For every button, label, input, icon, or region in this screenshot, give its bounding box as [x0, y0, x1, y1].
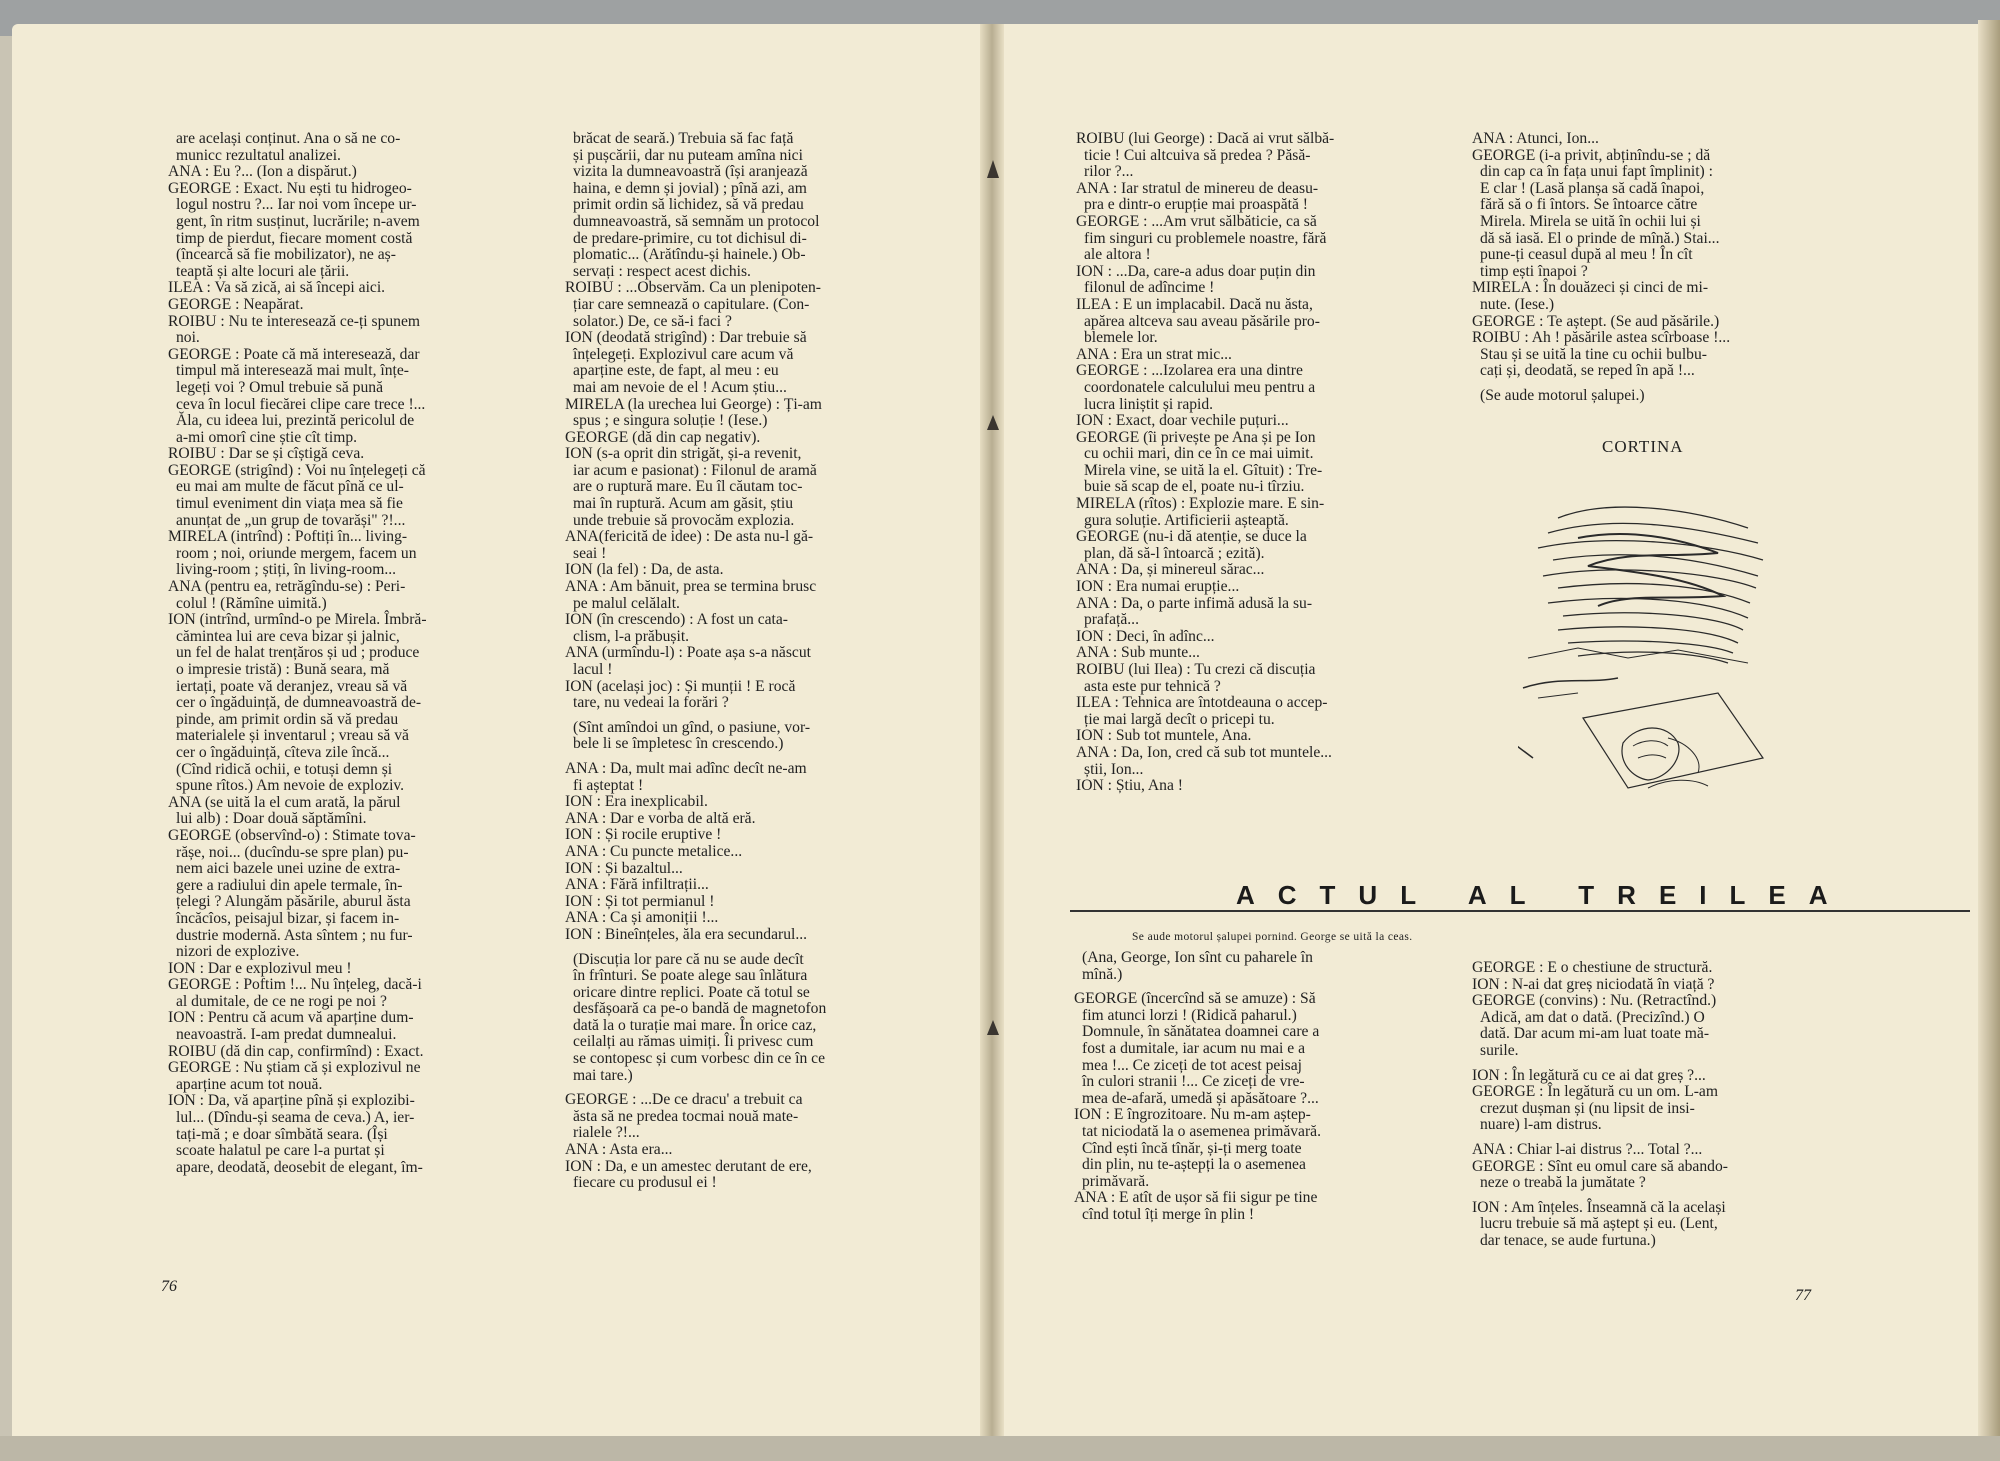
text-line: blemele lor.	[1084, 329, 1158, 347]
text-line: MIRELA (la urechea lui George) : Ți-am	[565, 395, 822, 413]
text-line: desfășoară ca pe-o bandă de magnetofon	[573, 1000, 827, 1018]
sketch-illustration	[1518, 488, 1773, 833]
text-line: filonul de adîncime !	[1084, 279, 1215, 297]
text-line: tare, nu vedeai la forări ?	[573, 694, 729, 712]
text-line: ION (deodată strigînd) : Dar trebuie să	[565, 329, 807, 347]
text-line: Ăla, cu ideea lui, prezintă pericolul de	[176, 412, 415, 430]
text-line: cămintea lui are ceva bizar și jalnic,	[176, 627, 400, 645]
text-line: mînă.)	[1082, 965, 1123, 983]
text-line: ăsta să ne predea tocmai nouă mate-	[573, 1107, 799, 1125]
text-line: ION : Și tot permianul !	[565, 892, 715, 910]
text-line: crezut dușman și (nu lipsit de insi-	[1480, 1099, 1695, 1117]
text-line: primăvară.	[1082, 1172, 1150, 1190]
text-line: țelegi ? Alungăm păsările, aburul ăsta	[176, 893, 411, 911]
text-line: mai în ruptură. Acum am găsit, știu	[573, 495, 794, 513]
text-line: (Ana, George, Ion sînt cu paharele în	[1082, 949, 1313, 966]
text-line: ION : Pentru că acum vă aparține dum-	[168, 1009, 414, 1027]
text-line: rilor ?...	[1084, 163, 1134, 181]
text-line: GEORGE : ...Izolarea era una dintre	[1076, 362, 1303, 380]
text-line: E clar ! (Lasă planșa să cadă înapoi,	[1480, 179, 1705, 197]
text-line: ION : Da, e un amestec derutant de ere,	[565, 1157, 812, 1175]
text-line: ION : N-ai dat greș niciodată în viață ?	[1472, 975, 1715, 993]
text-line: room ; noi, oriunde mergem, facem un	[176, 544, 417, 562]
text-line: municc rezultatul analizei.	[176, 146, 341, 164]
page-number-right: 77	[1795, 1287, 1811, 1304]
text-line: Cînd ești încă tînăr, și-ți merg toate	[1082, 1139, 1302, 1157]
text-line: rialele ?!...	[573, 1124, 640, 1142]
page-number-left: 76	[161, 1278, 177, 1295]
text-line: ANA : Da, mult mai adînc decît ne-am	[565, 759, 807, 777]
text-line: neavoastră. I-am predat dumnealui.	[176, 1026, 397, 1044]
text-line: dă să iasă. El o prinde de mînă.) Stai...	[1480, 229, 1720, 247]
text-line: gura soluție. Artificierii așteaptă.	[1084, 511, 1289, 529]
text-line: lul... (Dîndu-și seama de ceva.) A, ier-	[176, 1109, 415, 1127]
text-line: brăcat de seară.) Trebuia să fac față	[573, 130, 794, 147]
text-line: ANA : Ca și amoniții !...	[565, 909, 719, 927]
text-line: ANA : Am bănuit, prea se termina brusc	[565, 578, 817, 596]
text-line: ION : Exact, doar vechile puțuri...	[1076, 412, 1289, 430]
text-line: fi așteptat !	[573, 776, 644, 794]
text-line: GEORGE (i-a privit, abținîndu-se ; dă	[1472, 146, 1711, 164]
text-line: surile.	[1480, 1041, 1519, 1059]
text-line: Adică, am dat o dată. (Precizînd.) O	[1480, 1008, 1705, 1026]
curtain-label: CORTINA	[1602, 437, 1684, 456]
text-line: ION : Era numai erupție...	[1076, 578, 1240, 596]
text-line: lui alb) : Doar două săptămîni.	[176, 810, 367, 828]
text-line: plomatic... (Arătîndu-și hainele.) Ob-	[573, 246, 806, 264]
text-line: timp ești înapoi ?	[1480, 262, 1588, 280]
text-line: apărea altceva sau aveau păsările pro-	[1084, 312, 1320, 330]
text-line: coordonatele calculului meu pentru a	[1084, 378, 1316, 396]
text-line: (Se aude motorul șalupei.)	[1480, 386, 1645, 404]
text-line: ROIBU : Nu te interesează ce-ți spunem	[168, 312, 421, 330]
text-line: GEORGE (strigînd) : Voi nu înțelegeți că	[168, 461, 426, 479]
text-line: dată. Dar acum mi-am luat toate mă-	[1480, 1025, 1710, 1043]
text-line: ION : Și rocile eruptive !	[565, 826, 722, 844]
text-line: fim atunci lorzi ! (Ridică paharul.)	[1082, 1006, 1297, 1024]
text-line: gere a radiului din apele termale, în-	[176, 876, 403, 894]
act-title-rule	[1070, 910, 1970, 912]
text-line: pune-ți ceasul după al meu ! În cît	[1480, 246, 1693, 264]
text-line: iar acum e pasionat) : Filonul de aramă	[573, 461, 817, 479]
background-bottom	[0, 1436, 2000, 1461]
text-line: un fel de halat trențăros și ud ; produce	[176, 644, 420, 662]
text-line: (Cînd ridică ochii, e totuși demn și	[176, 760, 393, 778]
text-line: lucru trebuie să mă aștept și eu. (Lent,	[1480, 1215, 1718, 1233]
gutter-binding-marks	[982, 160, 1004, 1060]
text-line: GEORGE : Te aștept. (Se aud păsările.)	[1472, 312, 1720, 330]
text-line: ție mai largă decît o pricepi tu.	[1084, 710, 1275, 728]
text-line: teaptă și alte locuri ale țării.	[176, 262, 350, 280]
text-line: ANA(fericită de idee) : De asta nu-l gă-	[565, 528, 814, 546]
text-line: scoate halatul pe care l-a purtat și	[176, 1142, 385, 1160]
text-line: mai am nevoie de el ! Acum știu...	[573, 378, 787, 396]
text-line: ANA : Chiar l-ai distrus ?... Total ?...	[1472, 1140, 1703, 1158]
text-line: aparține acum tot nouă.	[176, 1075, 323, 1093]
text-line: cați și, deodată, se reped în apă !...	[1480, 362, 1695, 380]
text-line: seai !	[573, 544, 607, 562]
text-line: ANA : Sub munte...	[1076, 644, 1200, 662]
text-line: living-room ; știți, în living-room...	[176, 561, 397, 579]
text-line: ION (intrînd, urmînd-o pe Mirela. Îmbră-	[168, 611, 427, 629]
text-line: solator.) De, ce să-i faci ?	[573, 312, 732, 330]
text-line: ceilalți au rămas uimiți. Îi privesc cum	[573, 1033, 814, 1051]
text-line: primit ordin să lichidez, să vă predau	[573, 196, 804, 214]
text-line: are același conținut. Ana o să ne co-	[176, 130, 401, 147]
text-line: pe malul celălalt.	[573, 594, 680, 612]
text-line: timpul mă interesează mai mult, înțe-	[176, 362, 409, 380]
text-line: ION : Știu, Ana !	[1076, 777, 1183, 795]
text-line: plan, dă să-l întoarcă ; ezită).	[1084, 544, 1265, 562]
text-line: legeți voi ? Omul trebuie să pună	[176, 378, 383, 396]
text-line: cer o îngăduință, de dumneavoastră de-	[176, 694, 422, 712]
binding-mark	[987, 1020, 999, 1035]
text-line: MIRELA : În douăzeci și cinci de mi-	[1472, 279, 1709, 297]
text-line: nute. (Iese.)	[1480, 295, 1555, 313]
text-line: Mirela. Mirela se uită în ochii lui și	[1480, 212, 1701, 230]
text-line: ANA (urmîndu-l) : Poate așa s-a născut	[565, 644, 811, 662]
text-column-1	[168, 131, 506, 1176]
text-line: ION : ...Da, care-a adus doar puțin din	[1076, 262, 1316, 280]
text-column-6	[1472, 960, 1817, 1250]
text-line: oricare dintre replici. Poate că totul se	[573, 983, 810, 1001]
text-line: servați : respect acest dichis.	[573, 262, 751, 280]
text-line: dumneavoastră, să semnăm un protocol	[573, 212, 820, 230]
text-column-4	[1472, 131, 1817, 405]
text-line: MIRELA (rîtos) : Explozie mare. E sin-	[1076, 495, 1325, 513]
text-line: ceva în locul fiecărei clipe care trece !...	[176, 395, 426, 413]
text-line: spune rîtos.) Am nevoie de exploziv.	[176, 777, 405, 795]
text-line: (încearcă să fie mobilizator), ne aș-	[176, 246, 396, 264]
binding-mark	[987, 160, 999, 178]
text-line: buie să scap de el, poate nu-i tîrziu.	[1084, 478, 1305, 496]
text-line: ION : Am înțeles. Înseamnă că la același	[1472, 1198, 1726, 1216]
text-line: prafață...	[1084, 611, 1139, 629]
binding-mark	[987, 415, 999, 430]
text-line: ION (același joc) : Și munții ! E rocă	[565, 677, 796, 695]
text-line: ANA : Dar e vorba de altă eră.	[565, 809, 756, 827]
text-line: GEORGE : Nu știam că și explozivul ne	[168, 1059, 421, 1077]
text-line: fim singuri cu problemele noastre, fără	[1084, 229, 1327, 247]
text-line: cu ochii mari, din ce în ce mai uimit.	[1084, 445, 1314, 463]
text-line: dustrie modernă. Asta sîntem ; nu fur-	[176, 926, 413, 944]
text-line: GEORGE : E o chestiune de structură.	[1472, 959, 1713, 976]
text-line: tați-mă ; e doar sîmbătă seara. (Își	[176, 1125, 388, 1143]
text-line: ION (s-a oprit din strigăt, și-a revenit,	[565, 445, 802, 463]
text-line: ILEA : Va să zică, ai să începi aici.	[168, 279, 386, 297]
text-line: fost a dumitale, iar acum nu mai e a	[1082, 1039, 1305, 1057]
text-line: ROIBU : Ah ! păsările astea scîrboase !...	[1472, 329, 1731, 347]
text-line: se contopesc și cum vorbesc din ce în ce	[573, 1050, 826, 1068]
text-line: ROIBU (lui Ilea) : Tu crezi că discuția	[1076, 661, 1316, 678]
text-line: ANA : Da, o parte infimă adusă la su-	[1076, 594, 1313, 612]
text-line: ANA : Iar stratul de minereu de deasu-	[1076, 179, 1319, 197]
text-line: ION : În legătură cu ce ai dat greș ?...	[1472, 1066, 1706, 1084]
text-line: timp de pierdut, fiecare moment costă	[176, 229, 413, 247]
text-line: GEORGE : Poate că mă interesează, dar	[168, 345, 420, 363]
text-line: gent, în ritm susținut, lucrările; n-avem	[176, 212, 420, 230]
text-line: ale altora !	[1084, 246, 1151, 264]
text-line: GEORGE (îi privește pe Ana și pe Ion	[1076, 428, 1316, 446]
stage-direction: Se aude motorul șalupei pornind. George se uită la ceas.	[1132, 931, 1413, 943]
text-line: ANA : Fără infiltrații...	[565, 876, 709, 894]
text-line: GEORGE (observînd-o) : Stimate tova-	[168, 826, 416, 844]
text-line: pinde, am primit ordin să vă predau	[176, 710, 399, 728]
text-line: ANA : Da, și minereul sărac...	[1076, 561, 1265, 579]
text-line: GEORGE (încercînd să se amuze) : Să	[1074, 990, 1316, 1008]
text-line: dar tenace, se aude furtuna.)	[1480, 1231, 1656, 1249]
text-line: ION (la fel) : Da, de asta.	[565, 561, 724, 579]
text-line: ION : Sub tot muntele, Ana.	[1076, 727, 1252, 745]
text-line: eu mai am multe de făcut pînă ce ul-	[176, 478, 404, 496]
text-line: nem aici bazele unei uzine de extra-	[176, 860, 401, 878]
page-edge	[1978, 20, 2000, 1461]
text-line: ION : Și bazaltul...	[565, 859, 683, 877]
text-line: ION (în crescendo) : A fost un cata-	[565, 611, 789, 629]
text-line: GEORGE : ...Am vrut sălbăticie, ca să	[1076, 212, 1317, 230]
text-line: ANA : Atunci, Ion...	[1472, 130, 1599, 147]
text-line: aparține este, de fapt, al meu : eu	[573, 362, 779, 380]
text-line: ROIBU (dă din cap, confirmînd) : Exact.	[168, 1042, 424, 1060]
text-line: ANA : Da, Ion, cred că sub tot muntele...	[1076, 743, 1332, 761]
text-line: colul ! (Rămîne uimită.)	[176, 594, 327, 612]
text-line: țiar care semnează o capitulare. (Con-	[573, 295, 810, 313]
text-line: ION : Era inexplicabil.	[565, 793, 708, 811]
text-line: și pușcării, dar nu puteam amîna nici	[573, 146, 803, 164]
text-line: cer o îngăduință, cîteva zile încă...	[176, 743, 390, 761]
text-line: Mirela vine, se uită la el. Gîtuit) : Tre-	[1084, 461, 1323, 479]
text-line: GEORGE : ...De ce dracu' a trebuit ca	[565, 1091, 803, 1109]
text-line: ROIBU : Dar se și cîștigă ceva.	[168, 445, 365, 463]
text-line: MIRELA (intrînd) : Poftiți în... living-	[168, 528, 408, 546]
text-line: ROIBU : ...Observăm. Ca un plenipoten-	[565, 279, 821, 297]
text-line: din cap ca în fața unui fapt împlinit) :	[1480, 163, 1713, 181]
text-line: ANA : Cu puncte metalice...	[565, 842, 743, 860]
text-line: ANA : Eu ?... (Ion a dispărut.)	[168, 163, 357, 181]
text-line: haina, e demn și jovial) ; pînă azi, am	[573, 179, 807, 197]
text-line: dată la o turație mai mare. În orice caz,	[573, 1016, 817, 1034]
text-line: ROIBU (lui George) : Dacă ai vrut sălbă-	[1076, 130, 1335, 147]
text-line: ION : Deci, în adînc...	[1076, 627, 1215, 645]
text-line: ANA (pentru ea, retrăgîndu-se) : Peri-	[168, 578, 406, 596]
text-line: unde trebuie să provocăm explozia.	[573, 511, 795, 529]
text-line: fără să o fi întors. Se întoarce către	[1480, 196, 1698, 214]
text-line: spus ; e singura soluție ! (Iese.)	[573, 412, 768, 430]
text-line: GEORGE (nu-i dă atenție, se duce la	[1076, 528, 1307, 546]
text-line: ION : E îngrozitoare. Nu m-am aștep-	[1074, 1106, 1311, 1124]
text-line: tat niciodată la o asemenea primăvară.	[1082, 1122, 1321, 1140]
text-line: o impresie tristă) : Bună seara, mă	[176, 661, 390, 678]
text-line: nuare) l-am distrus.	[1480, 1116, 1602, 1134]
text-line: logul nostru ?... Iar noi vom începe ur-	[176, 196, 417, 214]
text-line: încăcîos, peisajul bizar, și facem in-	[176, 909, 400, 927]
text-line: apare, deodată, deosebit de elegant, îm-	[176, 1158, 423, 1176]
text-line: mai tare.)	[573, 1066, 633, 1084]
text-line: în frînturi. Se poate alege sau înlătura	[573, 967, 808, 985]
text-column-2	[565, 131, 903, 1192]
text-column-5	[1074, 950, 1416, 1224]
text-line: GEORGE : Neapărat.	[168, 295, 304, 313]
text-line: ANA : E atît de ușor să fii sigur pe tine	[1074, 1189, 1318, 1207]
text-column-3	[1076, 131, 1416, 795]
text-line: GEORGE (dă din cap negativ).	[565, 428, 761, 446]
text-line: anunțat de „un grup de tovarăși" ?!...	[176, 511, 406, 529]
text-line: în culori stranii !... Ce ziceți de vre-	[1082, 1073, 1305, 1091]
text-line: clism, l-a prăbușit.	[573, 627, 690, 645]
text-line: nizori de explozive.	[176, 943, 300, 961]
text-line: ticie ! Cui altcuiva să predea ? Păsă-	[1084, 146, 1311, 164]
text-line: asta este pur tehnică ?	[1084, 677, 1221, 695]
text-line: din plin, nu te-aștepți la o asemenea	[1082, 1156, 1306, 1174]
text-line: lacul !	[573, 661, 613, 678]
text-line: vizita la dumneavoastră (își aranjează	[573, 163, 808, 181]
text-line: Domnule, în sănătatea doamnei care a	[1082, 1023, 1320, 1041]
text-line: știi, Ion...	[1084, 760, 1144, 778]
text-line: lucra liniștit și rapid.	[1084, 395, 1214, 413]
text-line: mea de-afară, umedă și apăsătoare ?...	[1082, 1089, 1319, 1107]
text-line: are o ruptură mare. Eu îl căutam toc-	[573, 478, 803, 496]
text-line: Stau și se uită la tine cu ochii bulbu-	[1480, 345, 1707, 363]
text-line: ION : Da, vă aparține pînă și explozibi-	[168, 1092, 415, 1110]
text-line: mea !... Ce ziceți de tot acest peisaj	[1082, 1056, 1302, 1074]
text-line: ANA (se uită la el cum arată, la părul	[168, 793, 401, 811]
text-line: GEORGE (convins) : Nu. (Retractînd.)	[1472, 992, 1717, 1010]
text-line: ILEA : Tehnica are întotdeauna o accep-	[1076, 694, 1328, 712]
text-line: GEORGE : Exact. Nu ești tu hidrogeo-	[168, 179, 412, 197]
act-title: ACTUL AL TREILEA	[1236, 880, 1851, 910]
text-line: înțelegeți. Explozivul care acum vă	[573, 345, 794, 363]
text-line: cînd totul îți merge în plin !	[1082, 1205, 1255, 1223]
text-line: iertați, poate vă deranjez, vreau să vă	[176, 677, 408, 695]
text-line: fiecare cu produsul ei !	[573, 1174, 717, 1192]
text-line: GEORGE : Sînt eu omul care să abando-	[1472, 1157, 1728, 1175]
text-line: al dumitale, de ce ne rogi pe noi ?	[176, 992, 387, 1010]
text-line: GEORGE : Poftim !... Nu înțeleg, dacă-i	[168, 976, 422, 994]
text-line: noi.	[176, 329, 200, 347]
text-line: ANA : Asta era...	[565, 1141, 673, 1159]
text-line: de predare-primire, cu tot dichisul di-	[573, 229, 807, 247]
text-line: GEORGE : În legătură cu un om. L-am	[1472, 1083, 1718, 1101]
text-line: ANA : Era un strat mic...	[1076, 345, 1232, 363]
text-line: ILEA : E un implacabil. Dacă nu ăsta,	[1076, 295, 1313, 313]
text-line: (Sînt amîndoi un gînd, o pasiune, vor-	[573, 718, 811, 736]
text-line: neze o treabă la jumătate ?	[1480, 1174, 1646, 1192]
text-line: bele li se împletesc în crescendo.)	[573, 735, 784, 753]
text-line: timul eveniment din viața mea să fie	[176, 495, 403, 513]
text-line: rășe, noi... (ducîndu-se spre plan) pu-	[176, 843, 409, 861]
text-line: materialele și inventarul ; vreau să vă	[176, 727, 409, 745]
text-line: pra e dintr-o erupție mai proaspătă !	[1084, 196, 1308, 214]
text-line: a-mi omorî cine știe cît timp.	[176, 428, 358, 446]
text-line: ION : Bineînțeles, ăla era secundarul...	[565, 925, 808, 943]
text-line: ION : Dar e explozivul meu !	[168, 959, 352, 977]
text-line: (Discuția lor pare că nu se aude decît	[573, 950, 804, 968]
